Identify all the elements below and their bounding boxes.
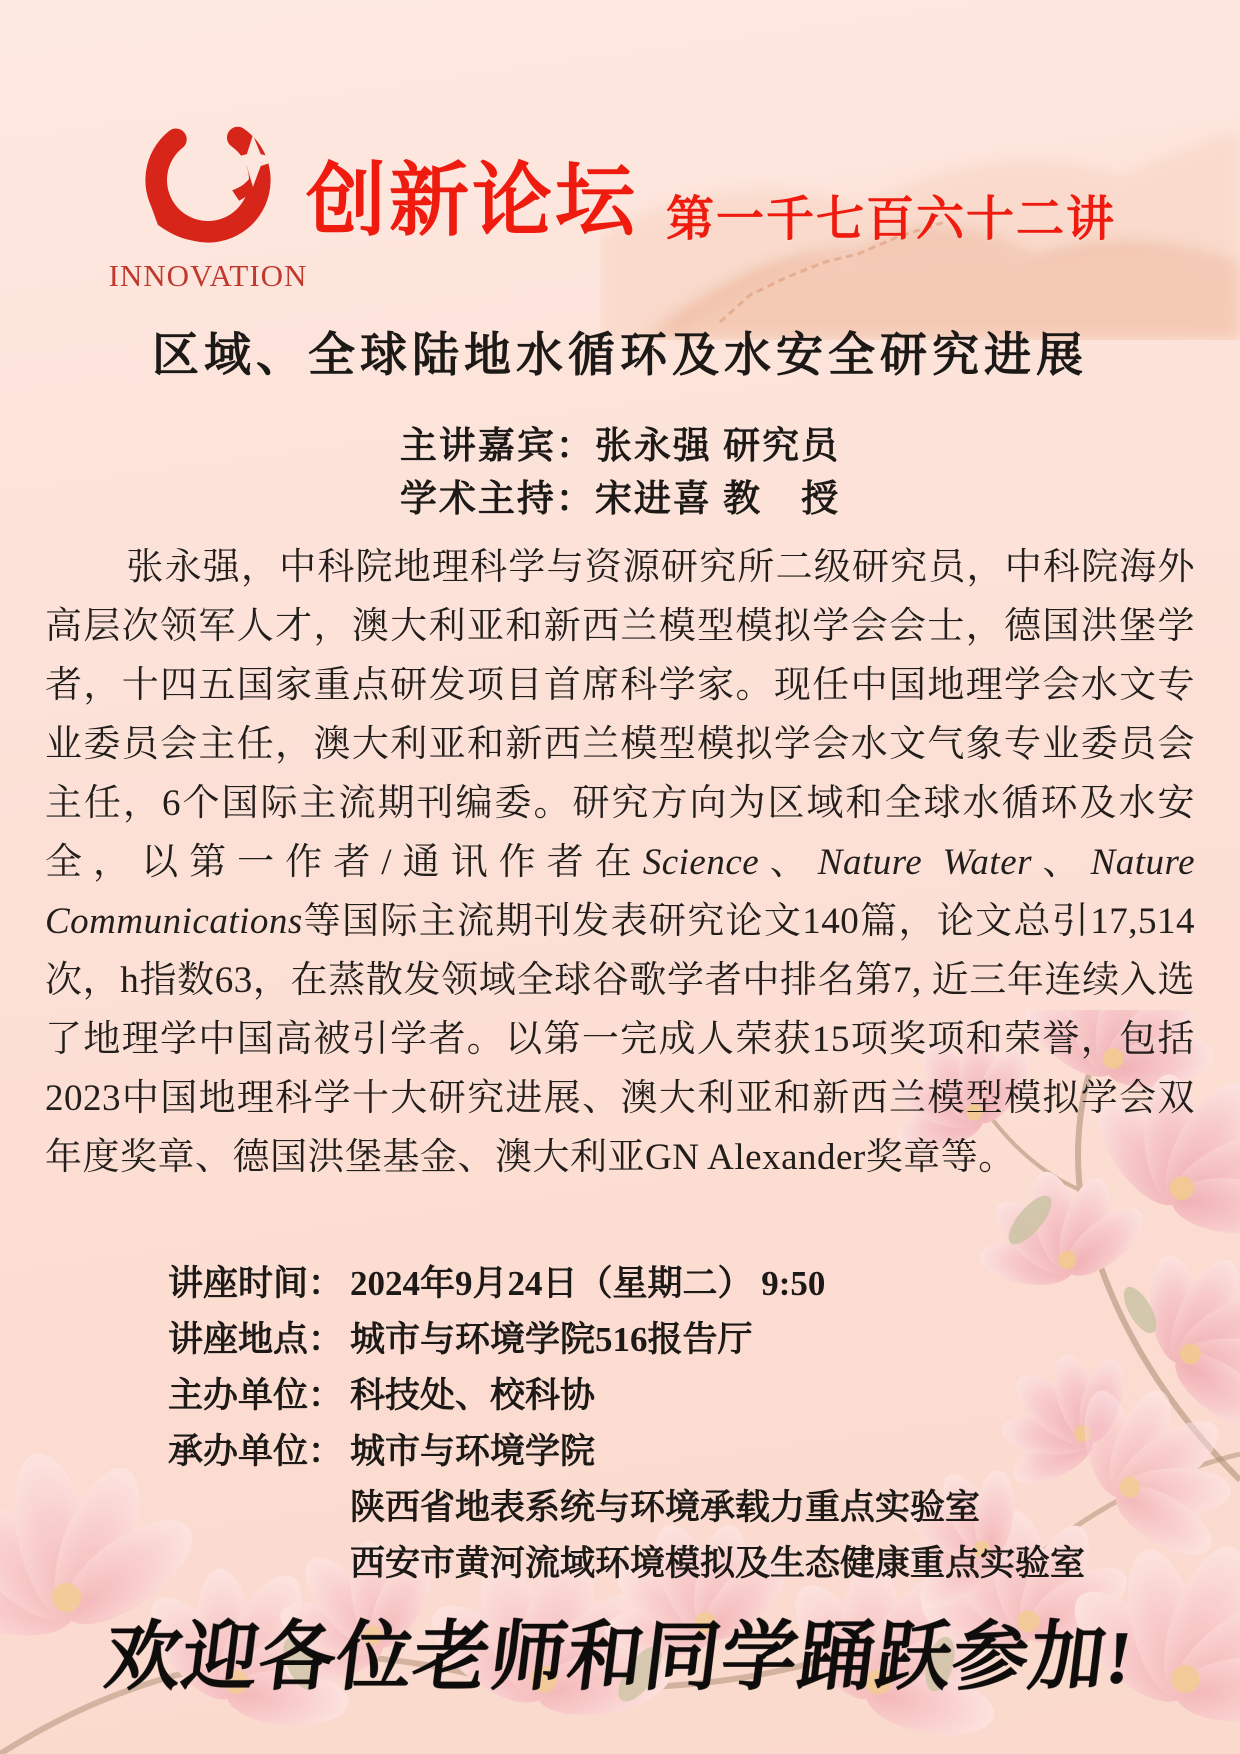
logo-caption: INNOVATION (108, 258, 308, 293)
great-wall-mountains-decoration (600, 0, 1240, 340)
detail-row-organizer (168, 1368, 1085, 1424)
detail-row-lab1 (168, 1480, 1085, 1536)
detail-value: 科技处、校科协 (350, 1376, 596, 1415)
speaker-host-block (0, 420, 1240, 526)
detail-label (168, 1480, 350, 1536)
host-line: 学术主持：宋进喜 教 授 (399, 479, 841, 520)
speaker-line: 主讲嘉宾：张永强 研究员 (399, 426, 841, 467)
detail-label (168, 1536, 350, 1592)
innovation-logo (96, 104, 320, 294)
detail-value: 城市与环境学院516报告厅 (350, 1320, 753, 1359)
welcome-slogan: 欢迎各位老师和同学踊跃参加! (100, 1616, 1138, 1700)
lecture-number: 第一千七百六十二讲 (666, 193, 1117, 246)
detail-label: 主办单位： (168, 1376, 344, 1415)
detail-row-undertaker (168, 1424, 1085, 1480)
lecture-title: 区域、全球陆地水循环及水安全研究进展 (152, 330, 1088, 382)
detail-value: 陕西省地表系统与环境承载力重点实验室 (350, 1488, 981, 1527)
detail-row-time (168, 1256, 1085, 1312)
detail-label: 讲座地点： (168, 1320, 344, 1359)
detail-row-lab2 (168, 1536, 1085, 1592)
innovation-logo-icon (120, 104, 296, 256)
speaker-bio: 张永强，中科院地理科学与资源研究所二级研究员，中科院海外高层次领军人才，澳大利亚和新西兰模型模拟学会会士，德国洪堡学者，十四五国家重点研发项目首席科学家。现任中国地理学会水文专业委员会主任，澳大利亚和新西兰模型模拟学会水文气象专业委员会主任，6个国际主流期刊编委。研究方向为区域和全球水循环及水安全，以第一作者/通讯作者在Science、Nature Water、Nature Communications等国际主流期刊发表研究论文140篇，论文总引17,514次，h指数63，在蒸散发领域全球谷歌学者中排名第7, 近三年连续入选了地理学中国高被引学者。以第一完成人荣获15项奖项和荣誉，包括2023中国地理科学十大研究进展、澳大利亚和新西兰模型模拟学会双年度奖章、德国洪堡基金、澳大利亚GN Alexander奖章等。 (45, 547, 1196, 1178)
lecture-details (168, 1256, 1085, 1592)
detail-row-location (168, 1312, 1085, 1368)
forum-title: 创新论坛 (306, 156, 638, 245)
detail-value: 西安市黄河流域环境模拟及生态健康重点实验室 (350, 1544, 1086, 1583)
detail-label: 讲座时间： (168, 1264, 344, 1303)
detail-label: 承办单位： (168, 1432, 344, 1471)
detail-value: 2024年9月24日（星期二） 9:50 (350, 1264, 826, 1303)
detail-value: 城市与环境学院 (350, 1432, 596, 1471)
